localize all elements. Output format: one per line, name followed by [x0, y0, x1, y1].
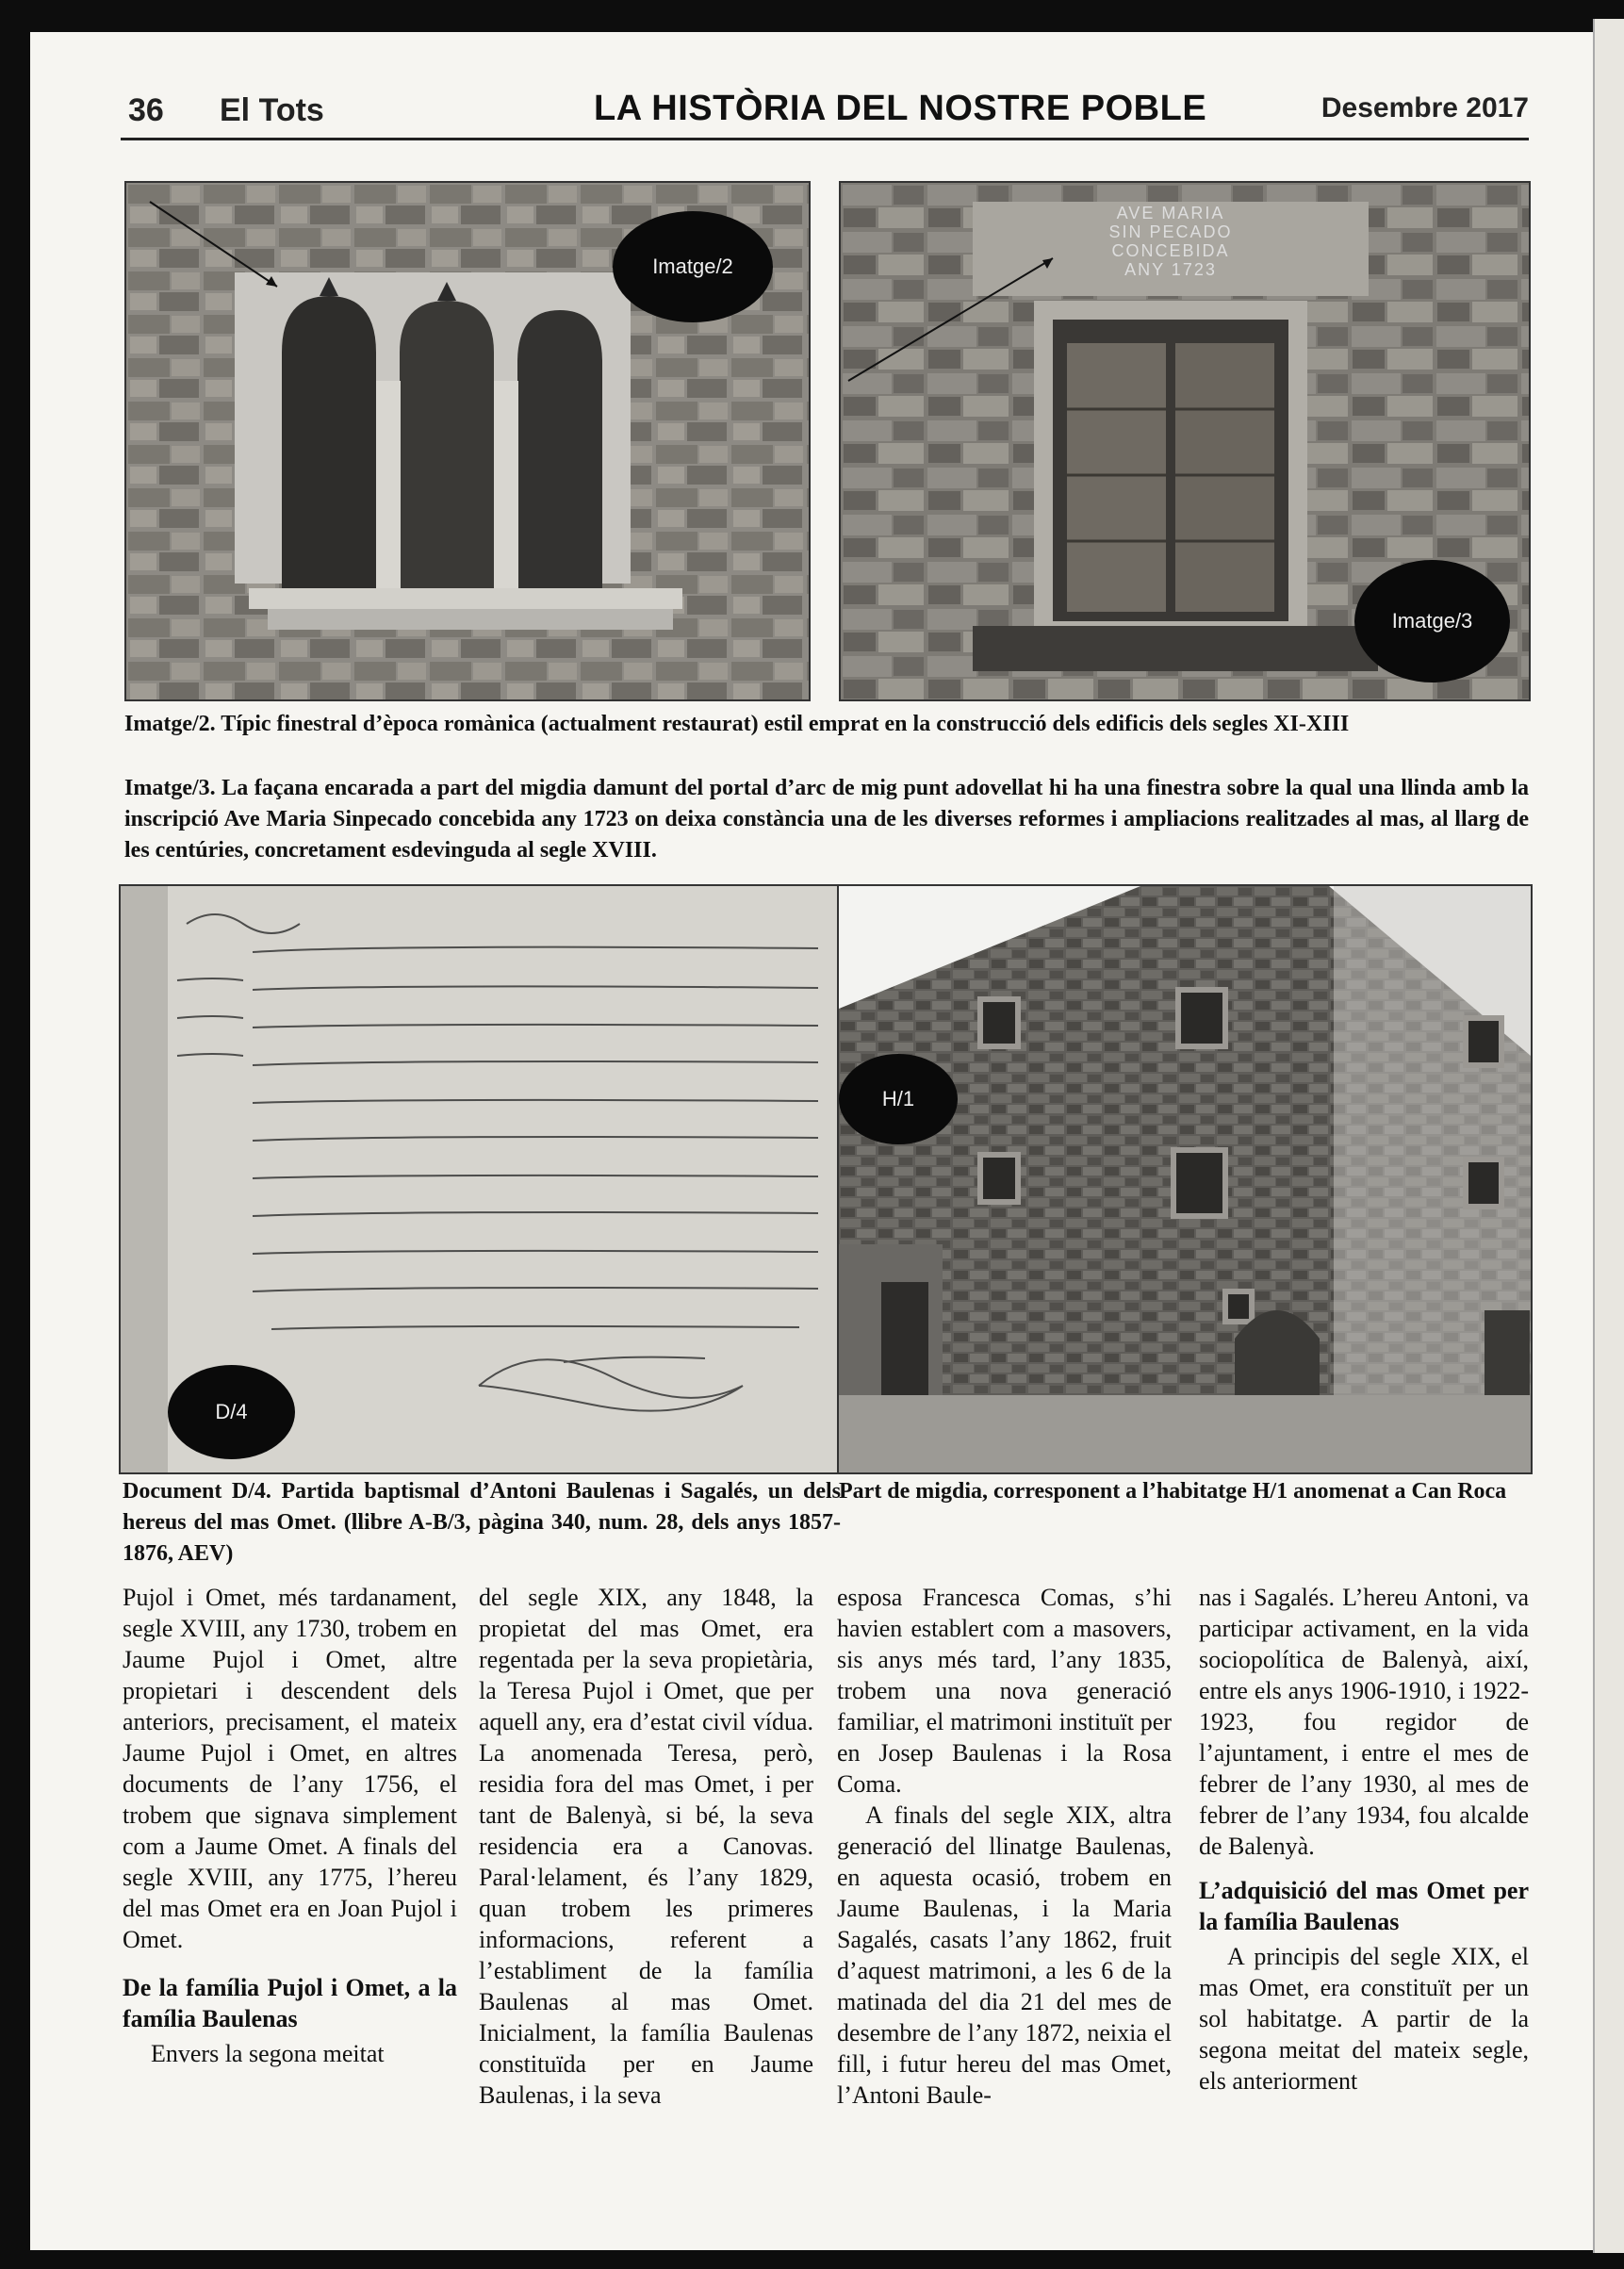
article-column-2: [479, 1582, 813, 2111]
page-header: [94, 89, 1529, 140]
inscription-line: ANY 1723: [1124, 260, 1217, 279]
image-label-badge: Imatge/3: [1354, 560, 1510, 682]
caption-imatge-3: Imatge/3. La façana encarada a part del migdia damunt del portal d’arc de mig punt adovellat hi ha una finestra sobre la qual una llinda amb la inscripció Ave Maria Sinpecado concebida any 1723 on deixa constància una de les diverses reformes i ampliacions realitzades al mas, al llarg de les centúries, concretament esdevinguda al segle XVIII.: [124, 776, 1529, 863]
inscription-line: CONCEBIDA: [1111, 241, 1230, 260]
image-label-badge: H/1: [839, 1054, 958, 1144]
page-number: 36: [128, 92, 164, 128]
section-title: LA HISTÒRIA DEL NOSTRE POBLE: [594, 89, 1207, 128]
paragraph: nas i Sagalés. L’hereu Antoni, va participar activament, en la vida sociopolítica de Balenyà, així, entre els anys 1906-1910, i 1922-1923, fou regidor de l’ajuntament, i entre el mes de febrer de l’any 1930, al mes de febrer de l’any 1934, fou alcalde de Balenyà.: [1199, 1584, 1529, 1860]
paragraph: Envers la segona meitat: [151, 2040, 385, 2067]
caption-document-d4: Document D/4. Partida baptismal d’Antoni Baulenas i Sagalés, un dels hereus del mas Omet. (llibre A-B/3, pàgina 340, num. 28, dels anys 1857-1876, AEV): [123, 1479, 841, 1566]
image-label-badge: Imatge/2: [613, 211, 773, 322]
inscription-line: SIN PECADO: [1108, 222, 1233, 241]
article-column-1: [123, 1582, 457, 2069]
photo-romanesque-window: [124, 181, 811, 701]
subheading: De la família Pujol i Omet, a la família Baulenas: [123, 1974, 457, 2032]
caption-house-h1: Part de migdia, corresponent a l’habitatge H/1 anomenat a Can Roca: [839, 1479, 1507, 1504]
paragraph: Pujol i Omet, més tardanament, segle XVIII, any 1730, trobem en Jaume Pujol i Omet, altre propietari i descendent dels anteriors, precisament, el mateix Jaume Pujol i Omet, en altres documents de l’any 1756, el trobem que signava simplement com a Jaume Omet. A finals del segle XVIII, any 1775, l’hereu del mas Omet era en Joan Pujol i Omet.: [123, 1584, 457, 1953]
lintel-inscription: [1001, 204, 1340, 279]
header-rule: [121, 138, 1529, 140]
caption-imatge-2: Imatge/2. Típic finestral d’època romànica (actualment restaurat) estil emprat en la construcció dels edificis dels segles XI-XIII: [124, 712, 1350, 736]
article-column-4: [1199, 1582, 1529, 2096]
article-column-3: [837, 1582, 1172, 2111]
adjacent-page-edge: [1593, 19, 1624, 2253]
photo-can-roca-house: [837, 884, 1533, 1474]
photo-baptism-document: [119, 884, 850, 1474]
paragraph: A principis del segle XIX, el mas Omet, era constituït per un sol habitatge. A partir de la segona meitat del mateix segle, els anteriorment: [1199, 1943, 1529, 2095]
subheading: L’adquisició del mas Omet per la família Baulenas: [1199, 1877, 1529, 1935]
paragraph: del segle XIX, any 1848, la propietat del mas Omet, era regentada per la seva propietària, la Teresa Pujol i Omet, que per aquell any, era d’estat civil vídua. La anomenada Teresa, però, residia fora del mas Omet, i per tant de Balenyà, si bé, la seva residencia era a Canovas. Paral·lelament, és l’any 1829, quan trobem les primeres informacions, referent a l’establiment de la família Baulenas al mas Omet. Inicialment, la família Baulenas constituïda per en Jaume Baulenas, i la seva: [479, 1584, 813, 2109]
issue-date: Desembre 2017: [1321, 92, 1529, 123]
image-label-badge: D/4: [168, 1365, 295, 1459]
photo-lintel-window: [839, 181, 1531, 701]
paragraph: esposa Francesca Comas, s’hi havien establert com a masovers, sis anys més tard, l’any 1835, trobem una nova generació familiar, el matrimoni instituït per en Josep Baulenas i la Rosa Coma.: [837, 1584, 1172, 1798]
paragraph: A finals del segle XIX, altra generació del llinatge Baulenas, en aquesta ocasió, trobem en Jaume Baulenas, i la Maria Sagalés, casats l’any 1862, fruit d’aquest matrimoni, a les 6 de la matinada del dia 21 del mes de desembre de l’any 1872, neixia el fill, i futur hereu del mas Omet, l’Antoni Baule-: [837, 1801, 1172, 2109]
inscription-line: AVE MARIA: [1116, 204, 1225, 222]
publication-name: El Tots: [220, 92, 324, 128]
